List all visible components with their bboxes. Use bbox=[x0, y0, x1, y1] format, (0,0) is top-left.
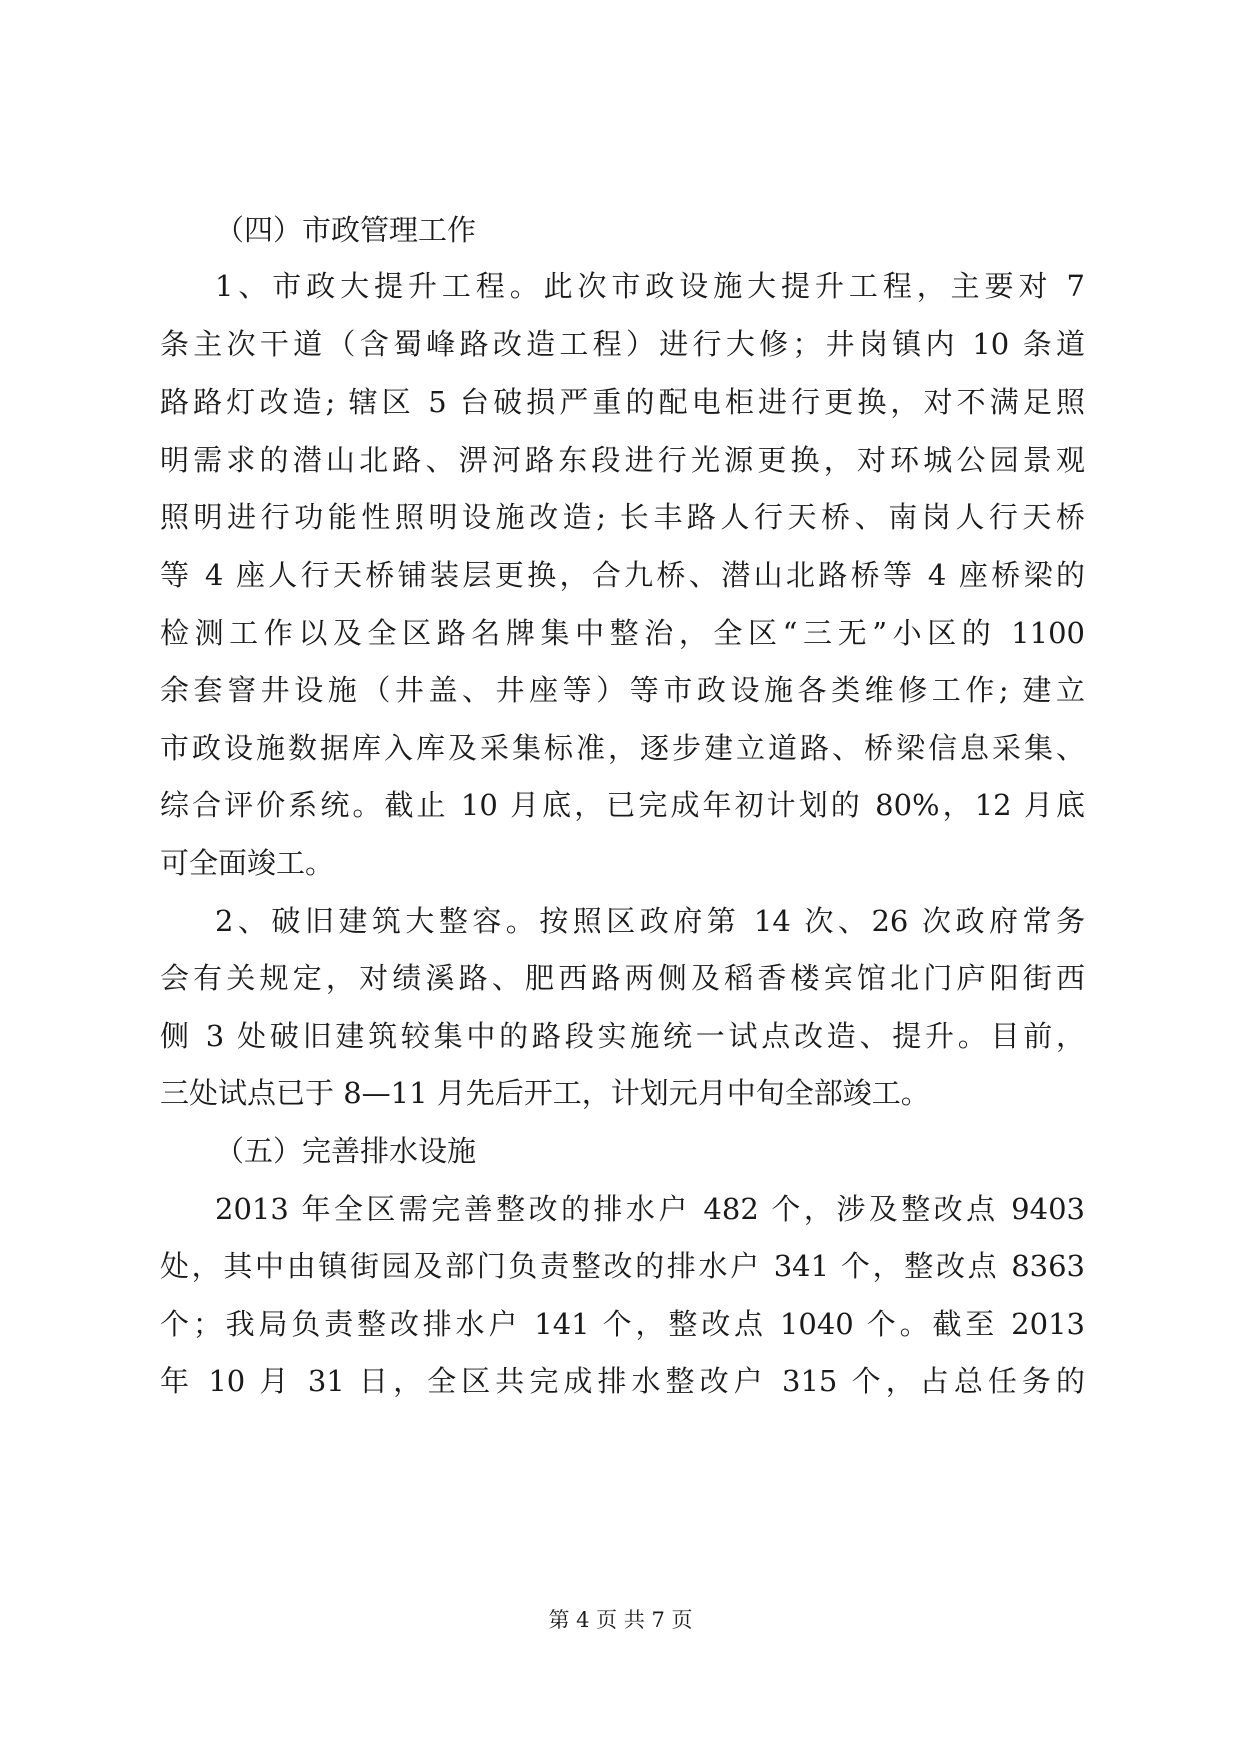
paragraph-line: 年 10 月 31 日，全区共完成排水整改户 315 个，占总任务的 bbox=[160, 1364, 1085, 1398]
paragraph-line: 路路灯改造; 辖区 5 台破损严重的配电柜进行更换，对不满足照 bbox=[160, 385, 1085, 419]
paragraph-line: 余套窨井设施（井盖、井座等）等市政设施各类维修工作; 建立 bbox=[160, 673, 1085, 707]
paragraph-line: 明需求的潜山北路、淠河路东段进行光源更换，对环城公园景观 bbox=[160, 443, 1085, 477]
section-heading-4: （四）市政管理工作 bbox=[215, 213, 477, 247]
paragraph-line: 等 4 座人行天桥铺装层更换，合九桥、潜山北路桥等 4 座桥梁的 bbox=[160, 558, 1085, 592]
paragraph-line: 2013 年全区需完善整改的排水户 482 个，涉及整改点 9403 bbox=[215, 1192, 1085, 1226]
paragraph-line: 处，其中由镇街园及部门负责整改的排水户 341 个，整改点 8363 bbox=[160, 1249, 1085, 1283]
paragraph-line: 侧 3 处破旧建筑较集中的路段实施统一试点改造、提升。目前， bbox=[160, 1019, 1085, 1053]
paragraph-line: 可全面竣工。 bbox=[160, 846, 335, 880]
paragraph-line: 个；我局负责整改排水户 141 个，整改点 1040 个。截至 2013 bbox=[160, 1307, 1085, 1341]
paragraph-line: 2、破旧建筑大整容。按照区政府第 14 次、26 次政府常务 bbox=[215, 904, 1085, 938]
paragraph-line: 综合评价系统。截止 10 月底，已完成年初计划的 80%，12 月底 bbox=[160, 788, 1085, 822]
page-footer: 第 4 页 共 7 页 bbox=[548, 1608, 693, 1632]
paragraph-line: 市政设施数据库入库及采集标准，逐步建立道路、桥梁信息采集、 bbox=[160, 731, 1085, 765]
paragraph-line: 条主次干道（含蜀峰路改造工程）进行大修；井岗镇内 10 条道 bbox=[160, 327, 1085, 361]
paragraph-line: 会有关规定，对绩溪路、肥西路两侧及稻香楼宾馆北门庐阳街西 bbox=[160, 961, 1085, 995]
paragraph-line: 检测工作以及全区路名牌集中整治，全区“三无”小区的 1100 bbox=[160, 616, 1085, 650]
paragraph-line: 三处试点已于 8—11 月先后开工，计划元月中旬全部竣工。 bbox=[160, 1076, 930, 1110]
paragraph-line: 照明进行功能性照明设施改造; 长丰路人行天桥、南岗人行天桥 bbox=[160, 500, 1085, 534]
paragraph-line: 1、市政大提升工程。此次市政设施大提升工程，主要对 7 bbox=[215, 269, 1085, 303]
section-heading-5: （五）完善排水设施 bbox=[215, 1134, 477, 1168]
